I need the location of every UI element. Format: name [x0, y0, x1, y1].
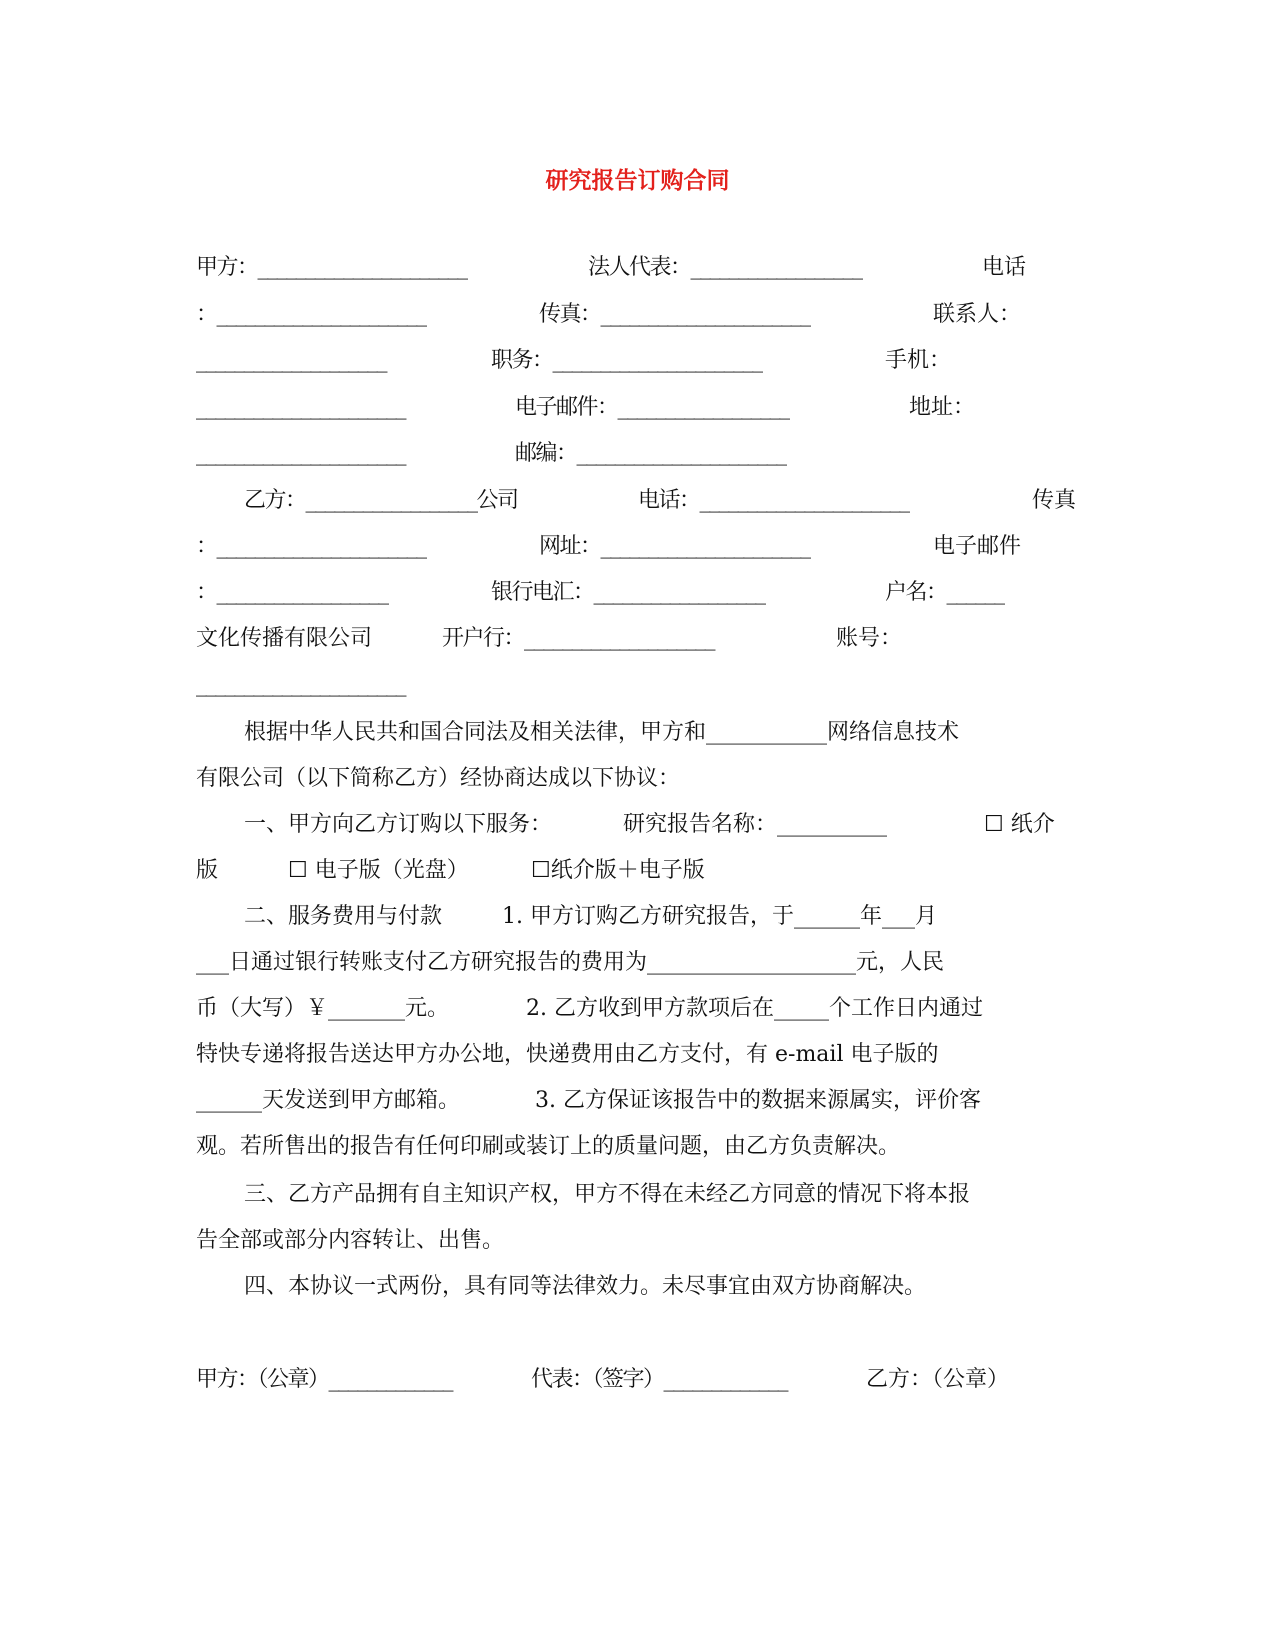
- mobile-label: 手机：: [885, 348, 952, 373]
- paper-option: ☐ 纸介: [984, 812, 1055, 837]
- party-b-fax-label: 传真: [1032, 488, 1077, 513]
- clause-3-text: 三、乙方产品拥有自主知识产权，甲方不得在未经乙方同意的情况下将本报: [244, 1182, 971, 1207]
- clause-2-line-4: [196, 1038, 1079, 1072]
- phone-field: ：______________________: [196, 302, 426, 327]
- party-b-line-4: [196, 622, 1079, 656]
- clause-2-line-1: [196, 900, 1079, 934]
- clause-2-item-3: 3. 乙方保证该报告中的数据来源属实，评价客: [535, 1088, 981, 1113]
- party-b-line-5: [196, 668, 1079, 702]
- contact-field: ____________________: [196, 348, 386, 373]
- party-a-line-4: [196, 391, 1079, 425]
- account-name-value: 文化传播有限公司: [196, 626, 373, 651]
- clause-2-email-days: ______天发送到甲方邮箱。: [196, 1088, 461, 1113]
- clause-2-line-5: [196, 1084, 1079, 1118]
- postcode-field: 邮编：______________________: [515, 441, 786, 466]
- party-b-phone-field: 电话：______________________: [638, 488, 909, 513]
- clause-2-quality: 观。若所售出的报告有任何印刷或装订上的质量问题，由乙方负责解决。: [196, 1134, 901, 1159]
- mobile-field: ______________________: [196, 395, 405, 420]
- party-a-seal: 甲方：（公章）_____________: [196, 1367, 453, 1392]
- address-field: ______________________: [196, 441, 405, 466]
- party-b-email-field: ：__________________: [196, 580, 388, 605]
- clause-2-line-2: [196, 946, 1079, 980]
- bank-field: 开户行：____________________: [442, 626, 715, 651]
- account-number-field: ______________________: [196, 672, 405, 697]
- account-name-field: 户名：______: [885, 580, 1004, 605]
- clause-1-line-1: [196, 808, 1079, 842]
- party-a-line-3: [196, 344, 1079, 378]
- party-b-line-1: [196, 484, 1079, 518]
- account-number-label: 账号：: [836, 626, 903, 651]
- party-b-line-3: [196, 576, 1079, 610]
- party-b-email-label: 电子邮件: [933, 534, 1022, 559]
- party-b-field: 乙方：__________________公司: [244, 488, 518, 513]
- preamble-text: 根据中华人民共和国合同法及相关法律，甲方和___________网络信息技术: [244, 720, 960, 745]
- party-b-line-2: [196, 530, 1079, 564]
- party-b-seal: 乙方：（公章）: [866, 1367, 1010, 1392]
- preamble-line-2: [196, 762, 1079, 796]
- clause-2-amount: 币（大写）￥_______元。: [196, 996, 450, 1021]
- clause-3-text-2: 告全部或部分内容转让、出售。: [196, 1228, 505, 1253]
- preamble-text-2: 有限公司（以下简称乙方）经协商达成以下协议：: [196, 766, 681, 791]
- position-field: 职务：______________________: [491, 348, 762, 373]
- clause-2-line-6: [196, 1130, 1079, 1164]
- clause-4-text: 四、本协议一式两份，具有同等法律效力。未尽事宜由双方协商解决。: [244, 1274, 927, 1299]
- paper-electronic-option: ☐纸介版＋电子版: [531, 858, 705, 883]
- email-field: 电子邮件：__________________: [515, 395, 789, 420]
- address-label: 地址：: [909, 395, 976, 420]
- clause-1-heading: 一、甲方向乙方订购以下服务：: [244, 812, 553, 837]
- representative-signature: 代表：（签字）_____________: [531, 1367, 788, 1392]
- contact-label: 联系人：: [933, 302, 1022, 327]
- clause-1-line-2: [196, 854, 1079, 888]
- party-a-line-5: [196, 437, 1079, 471]
- clause-4-line: [196, 1270, 1079, 1304]
- party-a-line-1: [196, 251, 1079, 285]
- clause-2-item-1: 1. 甲方订购乙方研究报告，于______年___月: [502, 904, 937, 929]
- clause-3-line-2: [196, 1224, 1079, 1258]
- document-title: 研究报告订购合同: [545, 167, 730, 194]
- phone-label: 电话: [982, 255, 1027, 280]
- party-a-field: 甲方：______________________: [196, 255, 467, 280]
- bank-transfer-field: 银行电汇：__________________: [491, 580, 765, 605]
- clause-3-line-1: [196, 1178, 1079, 1212]
- signature-line: [196, 1363, 1079, 1397]
- clause-2-line-3: [196, 992, 1079, 1026]
- clause-2-heading: 二、服务费用与付款: [244, 904, 443, 929]
- paper-option-cont: 版: [196, 858, 219, 883]
- party-b-fax-field: ：______________________: [196, 534, 426, 559]
- report-name-field: 研究报告名称：__________: [623, 812, 888, 837]
- clause-2-payment: ___日通过银行转账支付乙方研究报告的费用为___________________元，人民: [196, 950, 945, 975]
- preamble-line-1: [196, 716, 1079, 750]
- clause-2-item-2: 2. 乙方收到甲方款项后在_____个工作日内通过: [526, 996, 983, 1021]
- legal-rep-field: 法人代表：__________________: [588, 255, 862, 280]
- electronic-option: ☐ 电子版（光盘）: [288, 858, 469, 883]
- party-a-line-2: [196, 298, 1079, 332]
- clause-2-delivery: 特快专递将报告送达甲方办公地，快递费用由乙方支付，有 e-mail 电子版的: [196, 1042, 939, 1067]
- fax-field: 传真：______________________: [539, 302, 810, 327]
- website-field: 网址：______________________: [539, 534, 810, 559]
